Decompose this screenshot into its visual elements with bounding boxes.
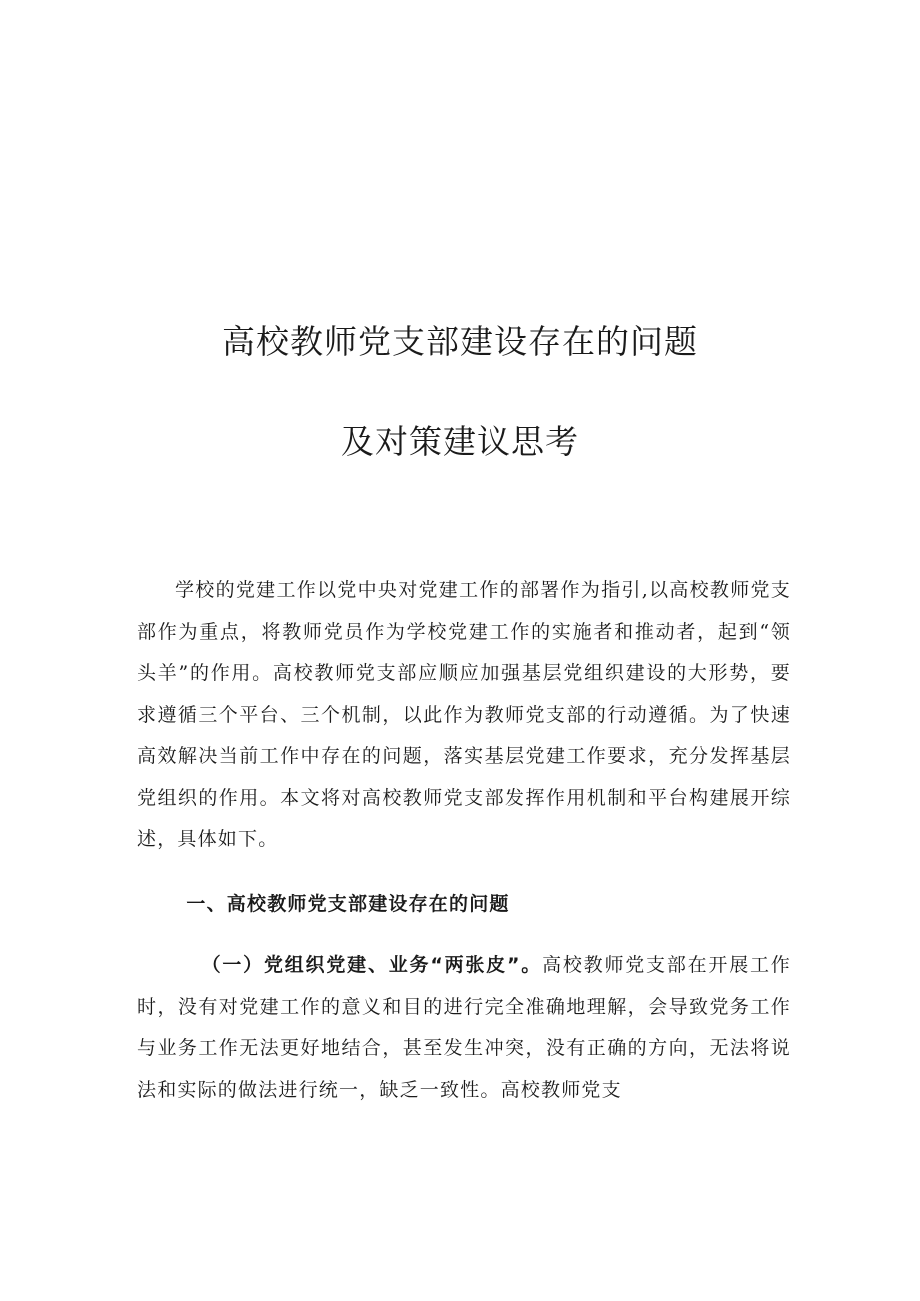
section-1-heading: 一、高校教师党支部建设存在的问题 — [186, 892, 510, 915]
subsection-1-paragraph — [137, 945, 791, 1111]
subsection-1-heading: （一）党组织党建、业务“两张皮”。 — [201, 954, 543, 976]
subsection-1-text: 高校教师党支部在开展工作时，没有对党建工作的意义和目的进行完全准确地理解，会导致党务工作与业务工作无法更好地结合，甚至发生冲突，没有正确的方向，无法将说法和实际的做法进行统一，缺乏一致性。高校教师党支 — [137, 954, 791, 1101]
document-body — [137, 570, 791, 1111]
intro-paragraph: 学校的党建工作以党中央对党建工作的部署作为指引,以高校教师党支部作为重点，将教师党员作为学校党建工作的实施者和推动者，起到“领头羊”的作用。高校教师党支部应顺应加强基层党组织建设的大形势，要求遵循三个平台、三个机制，以此作为教师党支部的行动遵循。为了快速高效解决当前工作中存在的问题，落实基层党建工作要求，充分发挥基层党组织的作用。本文将对高校教师党支部发挥作用机制和平台构建展开综述，具体如下。 — [137, 579, 791, 850]
document-title-line-2: 及对策建议思考 — [341, 422, 579, 461]
document-title-line-1: 高校教师党支部建设存在的问题 — [222, 322, 698, 361]
